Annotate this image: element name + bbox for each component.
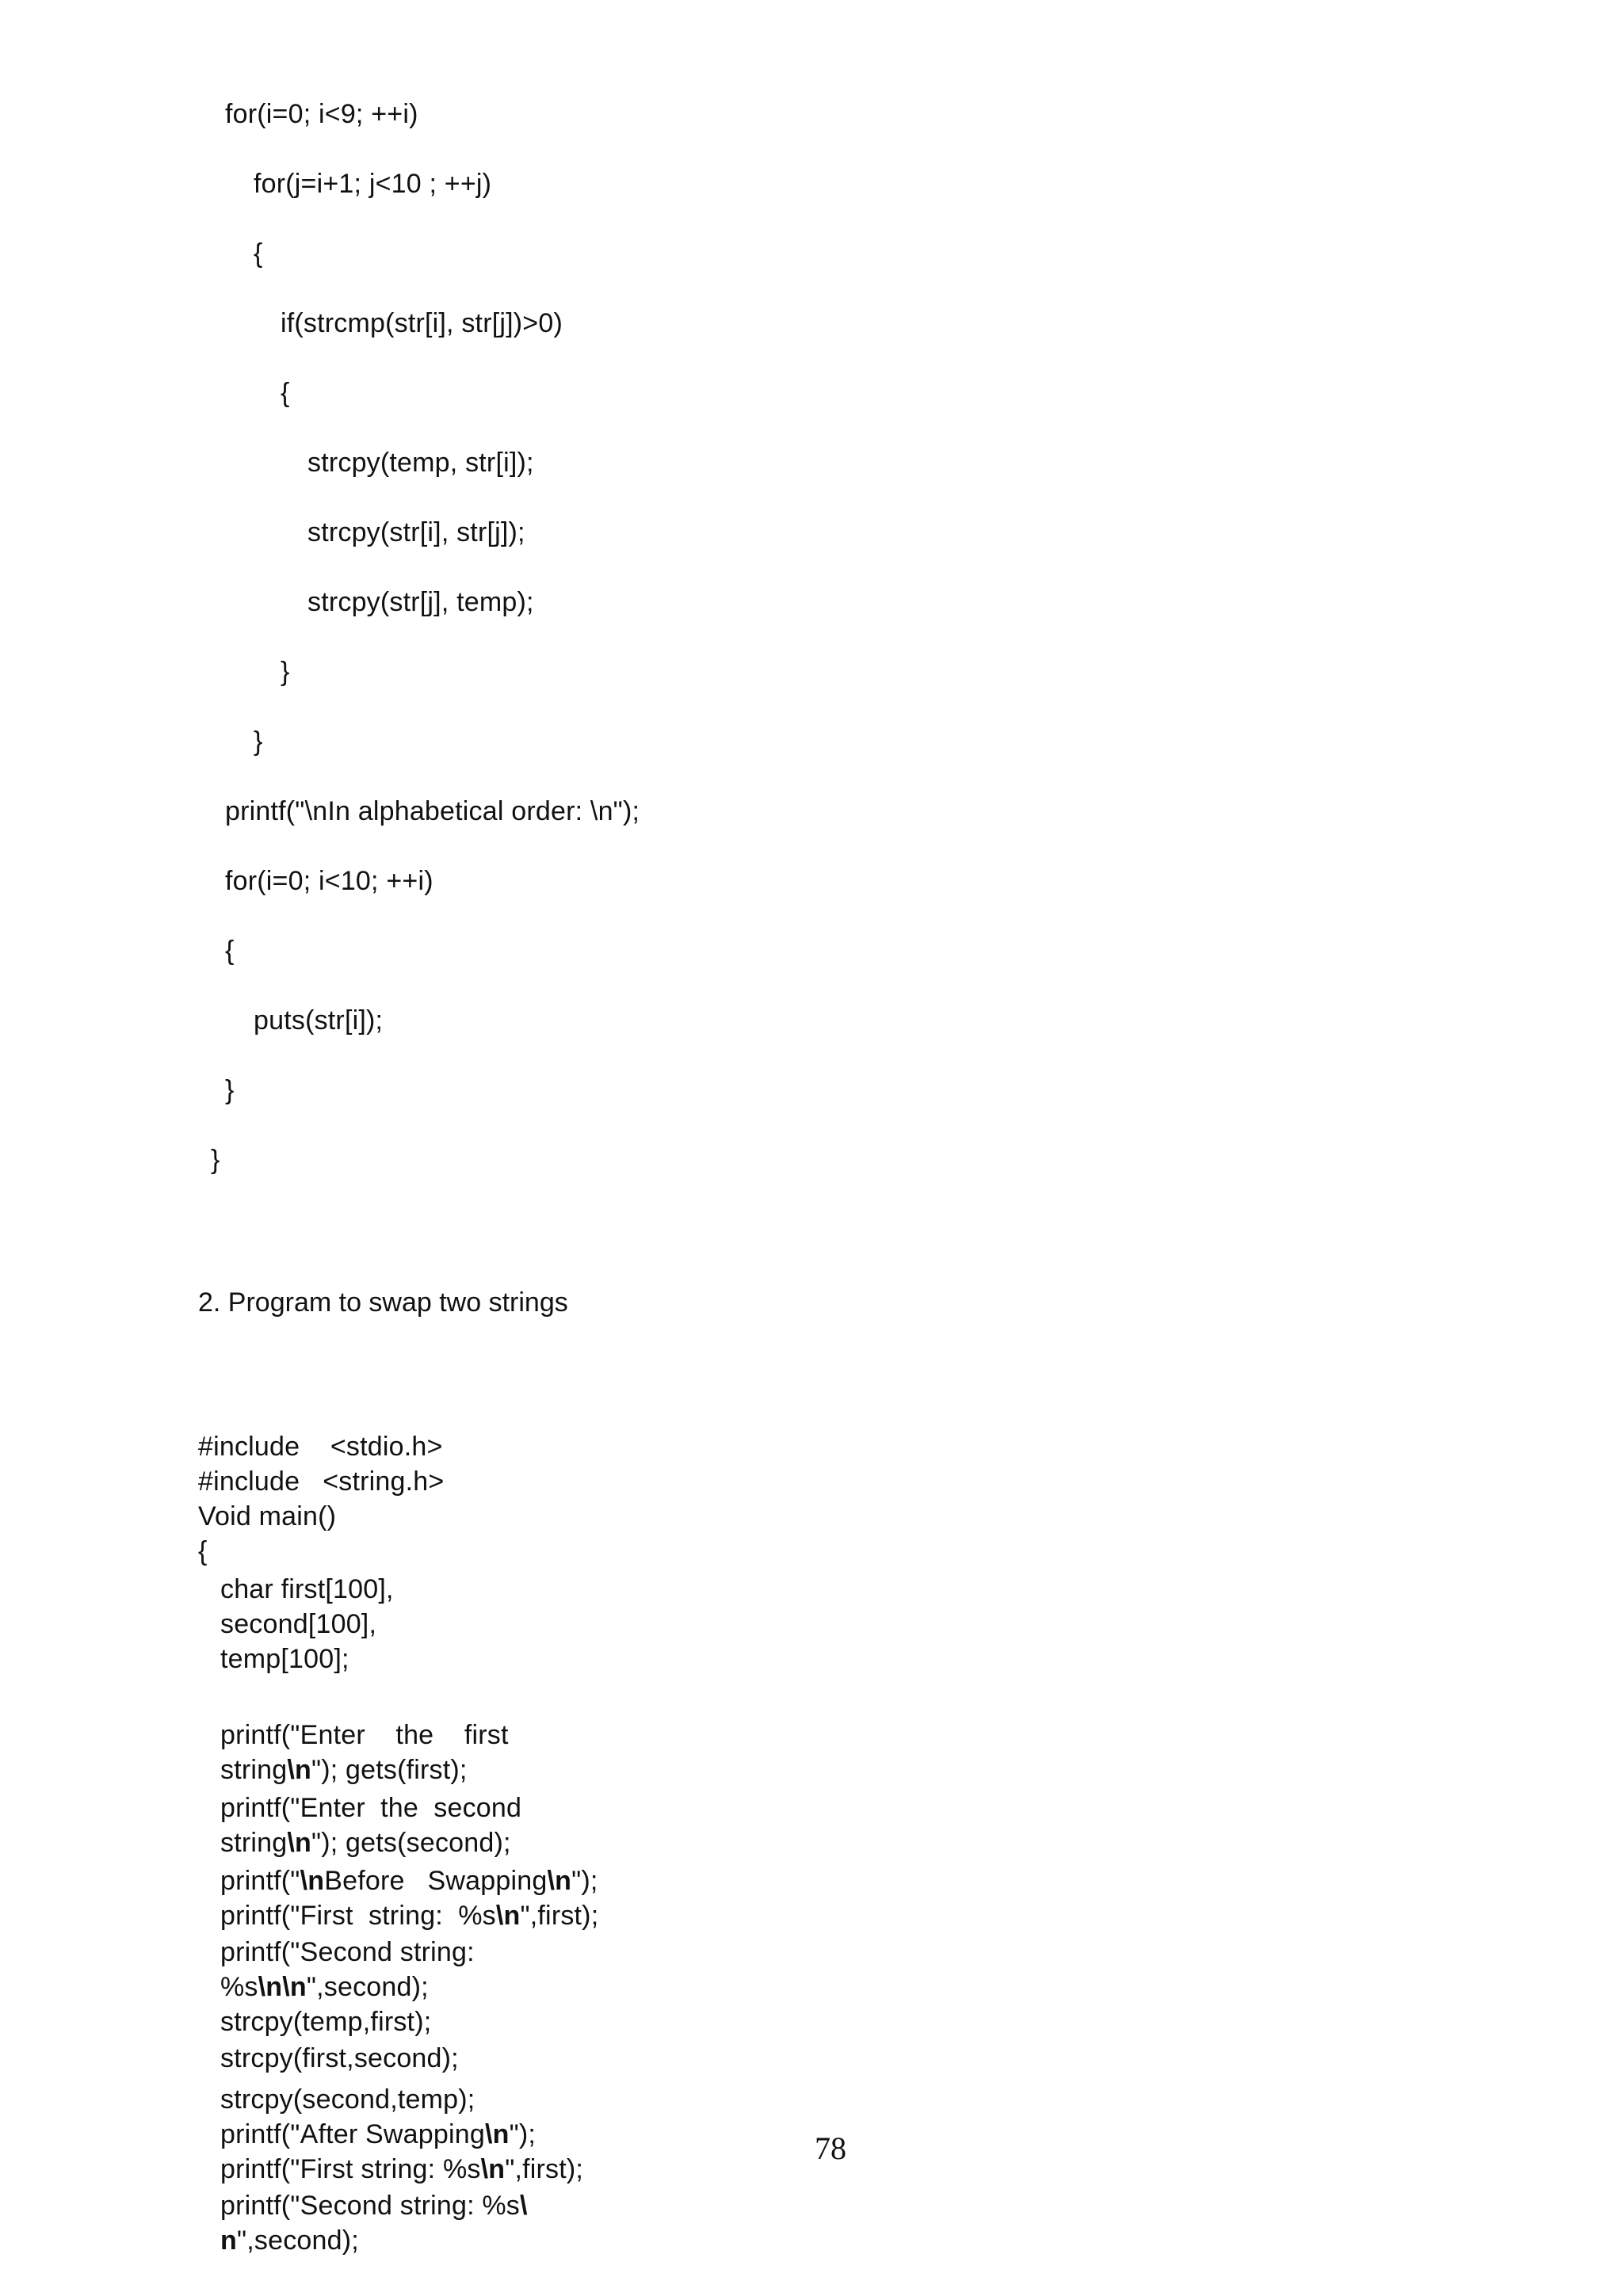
code-text: "); [509, 2119, 537, 2149]
code-text: string [220, 1755, 288, 1785]
code-line: for(i=0; i<10; ++i) [225, 866, 433, 896]
code-line [220, 1900, 598, 1932]
code-escape-bold: \n [484, 2119, 510, 2149]
code-text: Before Swapping [324, 1866, 548, 1896]
code-line [220, 1719, 509, 1751]
code-text: second[100], [220, 1609, 377, 1639]
code-line [220, 2119, 536, 2150]
code-line [220, 1792, 521, 1824]
code-escape-bold: \n [547, 1866, 572, 1896]
code-line [198, 1535, 208, 1567]
code-line [220, 2042, 459, 2074]
code-escape-bold: \n [495, 1901, 521, 1931]
code-text: strcpy(first,second); [220, 2043, 459, 2073]
code-text: printf("Second string: [220, 1937, 475, 1967]
code-text: ",first); [505, 2154, 584, 2184]
code-line [220, 1573, 394, 1605]
code-line [220, 1971, 429, 2003]
code-line [220, 2153, 583, 2185]
code-text: string [220, 1828, 288, 1858]
page-number: 78 [815, 2130, 846, 2166]
code-text: printf("Second string: %s [220, 2191, 521, 2221]
code-line: strcpy(temp, str[i]); [307, 448, 534, 478]
code-text: ",second); [236, 2225, 359, 2256]
code-line [220, 2190, 528, 2222]
code-text: "); gets(second); [311, 1828, 511, 1858]
code-text: printf("First string: %s [220, 1901, 496, 1931]
code-text: printf(" [220, 1866, 300, 1896]
code-text: #include <stdio.h> [198, 1432, 443, 1462]
code-line: for(j=i+1; j<10 ; ++j) [254, 169, 492, 199]
code-text: printf("Enter the second [220, 1793, 522, 1823]
code-escape-bold: n [220, 2225, 237, 2256]
code-text: Void main() [198, 1501, 337, 1531]
code-line [220, 1608, 376, 1640]
code-text: %s [220, 1972, 258, 2002]
code-line: for(i=0; i<9; ++i) [225, 99, 418, 129]
code-text: printf("First string: %s [220, 2154, 481, 2184]
code-line: strcpy(str[j], temp); [307, 587, 534, 617]
code-text: "); gets(first); [311, 1755, 468, 1785]
code-line: if(strcmp(str[i], str[j])>0) [281, 308, 563, 338]
code-line: } [254, 727, 263, 757]
section-heading: 2. Program to swap two strings [198, 1287, 568, 1318]
code-escape-bold: \n [287, 1755, 311, 1785]
code-line: { [281, 378, 290, 408]
code-line [220, 2084, 475, 2115]
code-escape-bold: \n [300, 1866, 325, 1896]
code-line [198, 1466, 444, 1497]
code-line [198, 1431, 443, 1463]
code-text: ",second); [306, 1972, 429, 2002]
code-line: strcpy(str[i], str[j]); [307, 517, 525, 547]
code-line [220, 2225, 359, 2256]
code-line [220, 1754, 468, 1786]
code-line: } [211, 1145, 220, 1175]
code-line: printf("\nIn alphabetical order: \n"); [225, 796, 640, 826]
code-text: temp[100]; [220, 1644, 349, 1674]
code-line: { [254, 238, 263, 269]
code-text: printf("After Swapping [220, 2119, 485, 2149]
code-line [220, 1936, 475, 1968]
code-text: #include <string.h> [198, 1466, 445, 1497]
code-line [220, 2006, 431, 2038]
code-escape-bold: \ [520, 2191, 528, 2221]
code-text: printf("Enter the first [220, 1720, 509, 1750]
code-line [220, 1827, 511, 1859]
code-line: puts(str[i]); [254, 1005, 384, 1035]
code-line: { [225, 936, 235, 966]
code-escape-bold: \n [480, 2154, 506, 2184]
code-line: } [225, 1075, 235, 1105]
code-text: strcpy(second,temp); [220, 2084, 475, 2115]
code-text: strcpy(temp,first); [220, 2007, 432, 2037]
code-text: { [198, 1536, 208, 1566]
code-escape-bold: \n\n [258, 1972, 307, 2002]
code-text: "); [571, 1866, 598, 1896]
code-line [220, 1643, 349, 1675]
code-line [220, 1865, 598, 1897]
code-escape-bold: \n [287, 1828, 311, 1858]
code-text: ",first); [520, 1901, 599, 1931]
code-line [198, 1501, 336, 1532]
code-text: char first[100], [220, 1574, 394, 1604]
code-line: } [281, 657, 290, 687]
